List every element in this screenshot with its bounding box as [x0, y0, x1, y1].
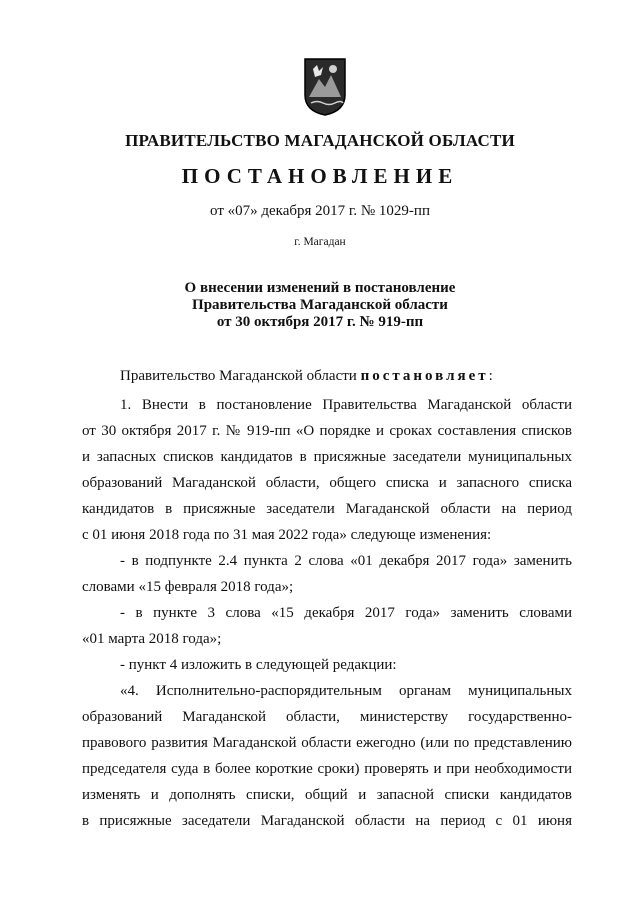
- body-line: - пункт 4 изложить в следующей редакции:: [120, 657, 397, 673]
- document-body-paragraphs: [82, 392, 572, 834]
- body-line: кандидатов в присяжные заседатели Магаданской области на период: [82, 501, 572, 517]
- preamble: [82, 363, 572, 389]
- body-line: в присяжные заседатели Магаданской области на период с 01 июня: [82, 813, 572, 829]
- subject-line: от 30 октября 2017 г. № 919-пп: [216, 314, 424, 330]
- organization-title: ПРАВИТЕЛЬСТВО МАГАДАНСКОЙ ОБЛАСТИ: [125, 131, 515, 150]
- document-type: ПОСТАНОВЛЕНИЕ: [181, 164, 459, 188]
- document-body: [82, 363, 572, 389]
- body-line: - в пункте 3 слова «15 декабря 2017 года» заменить словами: [120, 605, 572, 621]
- subject-line: Правительства Магаданской области: [192, 297, 448, 313]
- body-line: образований Магаданской области, министерству государственно-: [82, 709, 572, 725]
- body-line: от 30 октября 2017 г. № 919-пп «О порядке и сроках составления списков: [82, 423, 572, 439]
- body-line: «4. Исполнительно-распорядительным органам муниципальных: [120, 683, 572, 699]
- body-line: председателя суда в более короткие сроки) проверять и при необходимости: [82, 761, 572, 777]
- body-line: «01 марта 2018 года»;: [82, 631, 222, 647]
- preamble-colon: :: [488, 368, 493, 384]
- preamble-keyword: постановляет: [360, 368, 489, 384]
- body-line: образований Магаданской области, общего списка и запасного списка: [82, 475, 572, 491]
- document-date-number: от «07» декабря 2017 г. № 1029-пп: [210, 203, 430, 219]
- body-line: и запасных списков кандидатов в присяжные заседатели муниципальных: [82, 449, 572, 465]
- body-line: изменять и дополнять списки, общий и запасной списки кандидатов: [82, 787, 572, 803]
- body-line: - в подпункте 2.4 пункта 2 слова «01 декабря 2017 года» заменить: [120, 553, 572, 569]
- body-line: правового развития Магаданской области ежегодно (или по представлению: [82, 735, 572, 751]
- body-line: с 01 июня 2018 года по 31 мая 2022 года» следующе изменения:: [82, 527, 492, 543]
- document-subject: [0, 280, 640, 331]
- subject-line: О внесении изменений в постановление: [184, 280, 456, 296]
- coat-of-arms-emblem: [303, 57, 347, 117]
- emblem-star: [329, 65, 337, 73]
- document-city: г. Магадан: [294, 236, 346, 248]
- preamble-text: Правительство Магаданской области: [120, 368, 361, 384]
- body-line: 1. Внести в постановление Правительства Магаданской области: [120, 397, 572, 413]
- body-line: словами «15 февраля 2018 года»;: [82, 579, 294, 595]
